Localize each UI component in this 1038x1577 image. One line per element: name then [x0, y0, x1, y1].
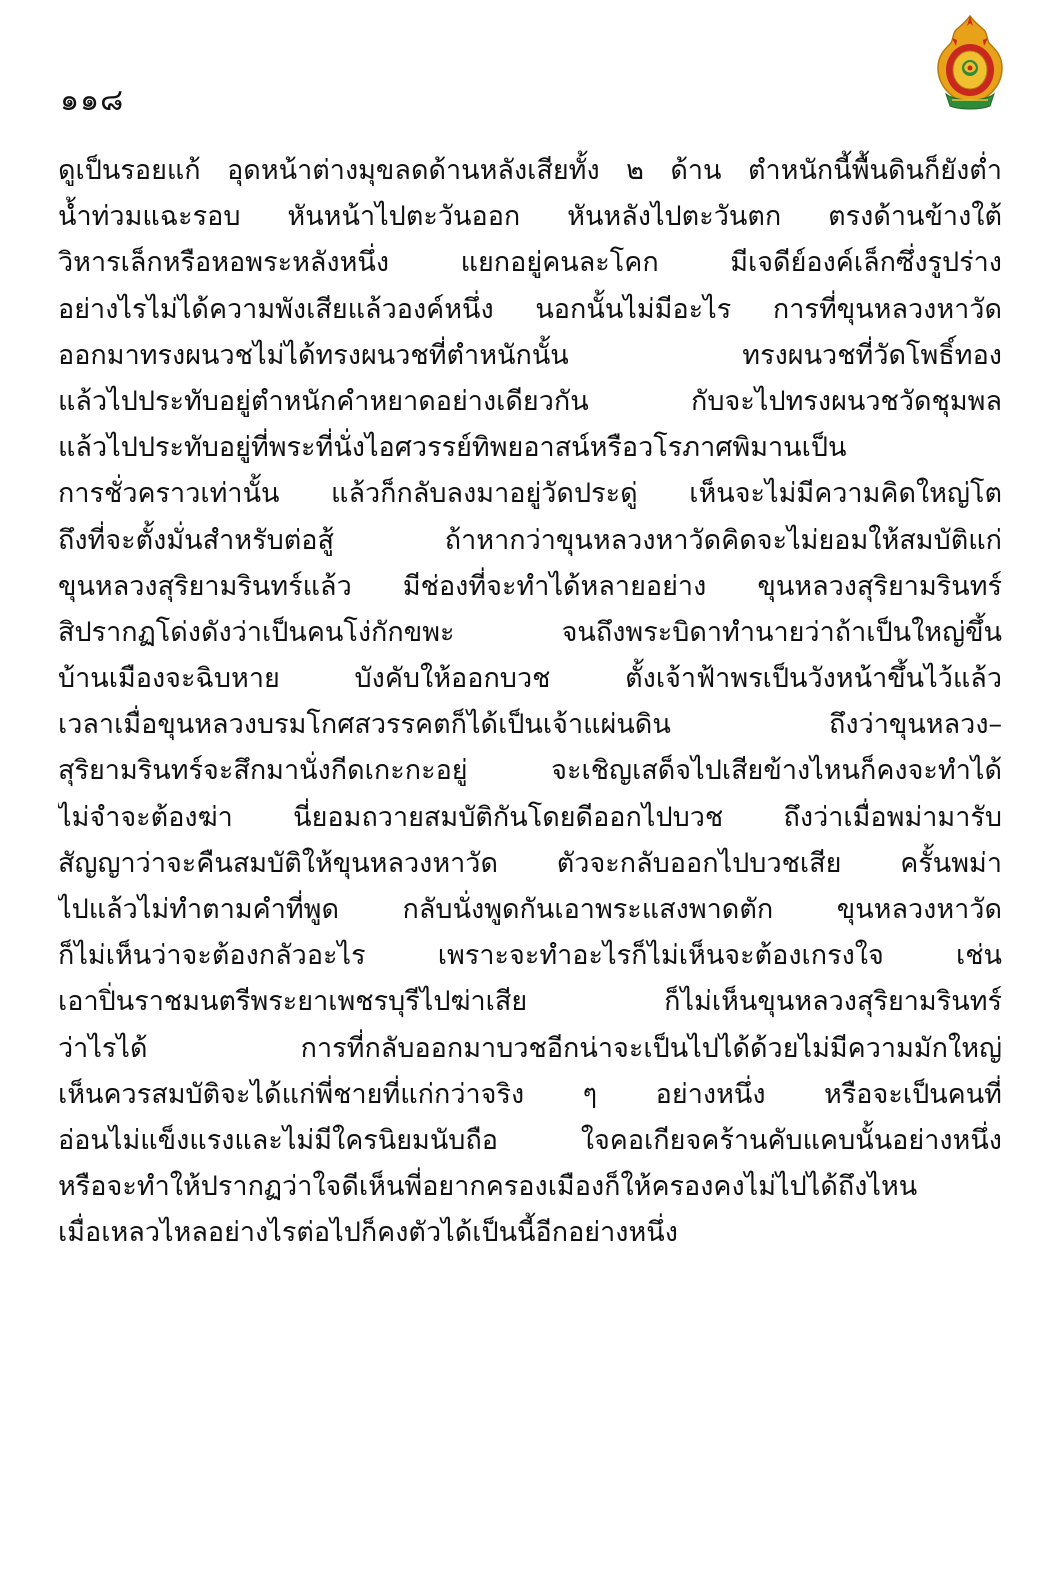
text-line: หรือจะทำให้ปรากฏว่าใจดีเห็นพี่อยากครองเมืองก็ให้ครองคงไม่ไปได้ถึงไหน — [58, 1171, 918, 1203]
text-line: บ้านเมืองจะฉิบหาย บังคับให้ออกบวช ตั้งเจ้าฟ้าพรเป็นวังหน้าขึ้นไว้แล้ว — [58, 663, 1002, 695]
ministry-emblem-graphic — [930, 14, 1010, 110]
text-line: ก็ไม่เห็นว่าจะต้องกลัวอะไร เพราะจะทำอะไรก็ไม่เห็นจะต้องเกรงใจ เช่น — [58, 940, 1002, 972]
text-line: ขุนหลวงสุริยามรินทร์แล้ว มีช่องที่จะทำได้หลายอย่าง ขุนหลวงสุริยามรินทร์ — [58, 570, 1002, 602]
text-line: ไม่จำจะต้องฆ่า นี่ยอมถวายสมบัติกันโดยดีออกไปบวช ถึงว่าเมื่อพม่ามารับ — [58, 801, 1002, 833]
text-line: ดูเป็นรอยแก้ อุดหน้าต่างมุขลดด้านหลังเสียทั้ง ๒ ด้าน ตำหนักนี้พื้นดินก็ยังต่ำ — [58, 155, 1002, 186]
text-line: เวลาเมื่อขุนหลวงบรมโกศสวรรคตก็ได้เป็นเจ้าแผ่นดิน ถึงว่าขุนหลวง– — [58, 709, 1002, 741]
ministry-emblem-icon — [930, 14, 1010, 110]
text-line: สัญญาว่าจะคืนสมบัติให้ขุนหลวงหาวัด ตัวจะกลับออกไปบวชเสีย ครั้นพม่า — [58, 847, 1002, 879]
body-paragraph — [58, 148, 1002, 1257]
text-line: วิหารเล็กหรือหอพระหลังหนึ่ง แยกอยู่คนละโคก มีเจดีย์องค์เล็กซึ่งรูปร่าง — [58, 247, 1002, 279]
text-line: เอาปิ่นราชมนตรีพระยาเพชรบุรีไปฆ่าเสีย ก็ไม่เห็นขุนหลวงสุริยามรินทร์ — [58, 986, 1002, 1018]
text-line: เห็นควรสมบัติจะได้แก่พี่ชายที่แก่กว่าจริง ๆ อย่างหนึ่ง หรือจะเป็นคนที่ — [58, 1078, 1002, 1110]
page-number: ๑๑๘ — [60, 83, 125, 118]
text-line: สิปรากฏโด่งดังว่าเป็นคนโง่กักขพะ จนถึงพระบิดาทำนายว่าถ้าเป็นใหญ่ขึ้น — [58, 616, 1002, 648]
text-line: ออกมาทรงผนวชไม่ได้ทรงผนวชที่ตำหนักนั้น ทรงผนวชที่วัดโพธิ์ทอง — [58, 339, 1002, 371]
text-line: ไปแล้วไม่ทำตามคำที่พูด กลับนั่งพูดกันเอาพระแสงพาดตัก ขุนหลวงหาวัด — [58, 894, 1002, 925]
text-line: อย่างไรไม่ได้ความพังเสียแล้วองค์หนึ่ง นอกนั้นไม่มีอะไร การที่ขุนหลวงหาวัด — [58, 293, 1002, 325]
text-line: ว่าไรได้ การที่กลับออกมาบวชอีกน่าจะเป็นไปได้ด้วยไม่มีความมักใหญ่ — [58, 1032, 1002, 1064]
text-line: ถึงที่จะตั้งมั่นสำหรับต่อสู้ ถ้าหากว่าขุนหลวงหาวัดคิดจะไม่ยอมให้สมบัติแก่ — [58, 524, 1002, 556]
text-line: น้ำท่วมแฉะรอบ หันหน้าไปตะวันออก หันหลังไปตะวันตก ตรงด้านข้างใต้ — [58, 201, 1002, 233]
text-line: การชั่วคราวเท่านั้น แล้วก็กลับลงมาอยู่วัดประดู่ เห็นจะไม่มีความคิดใหญ่โต — [58, 478, 1002, 510]
text-line: แล้วไปประทับอยู่ที่พระที่นั่งไอศวรรย์ทิพยอาสน์หรือวโรภาศพิมานเป็น — [58, 432, 847, 464]
text-line: แล้วไปประทับอยู่ตำหนักคำหยาดอย่างเดียวกัน กับจะไปทรงผนวชวัดชุมพล — [58, 385, 1002, 417]
text-line: อ่อนไม่แข็งแรงและไม่มีใครนิยมนับถือ ใจคอเกียจคร้านคับแคบนั้นอย่างหนึ่ง — [58, 1124, 1002, 1156]
text-line: เมื่อเหลวไหลอย่างไรต่อไปก็คงตัวได้เป็นนี้อีกอย่างหนึ่ง — [58, 1217, 678, 1249]
text-line: สุริยามรินทร์จะสึกมานั่งกีดเกะกะอยู่ จะเชิญเสด็จไปเสียข้างไหนก็คงจะทำได้ — [58, 755, 1002, 787]
